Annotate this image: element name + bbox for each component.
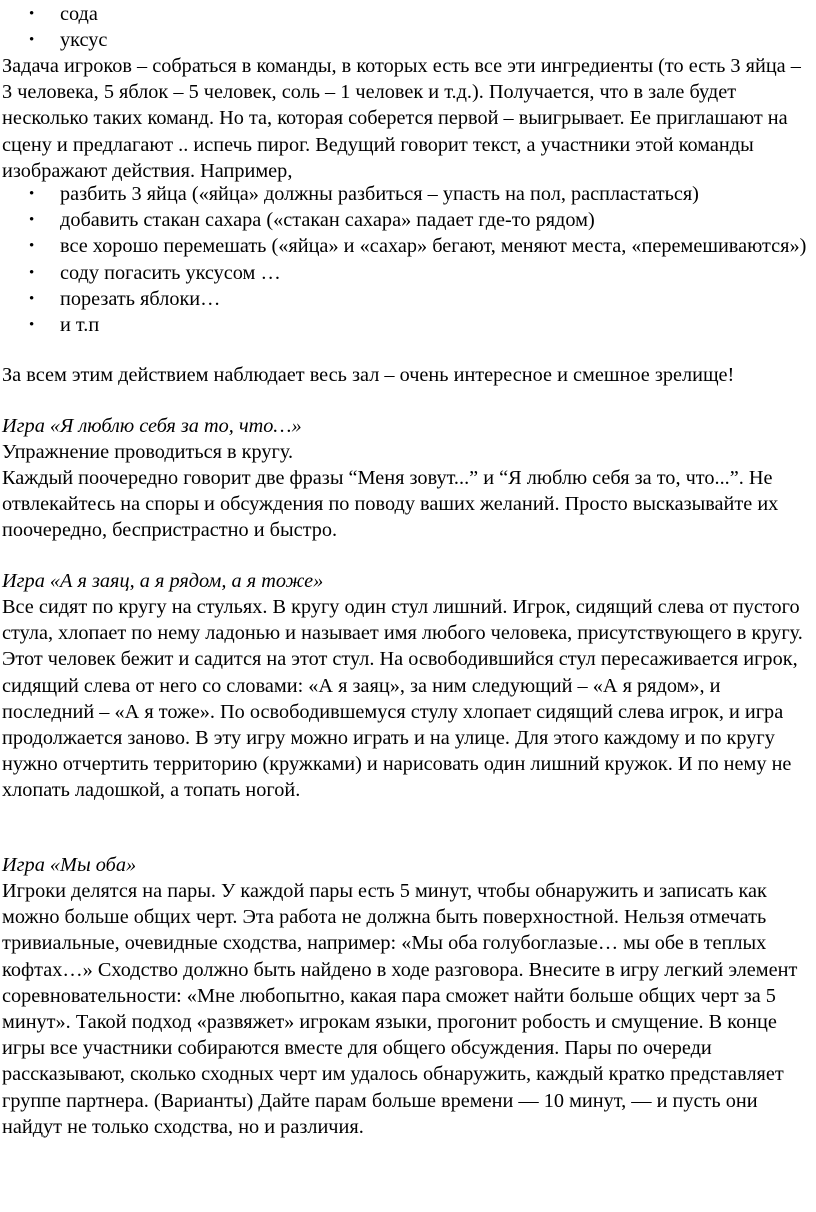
game3-title: Игра «Мы оба» [2, 854, 137, 876]
ingredients-list [2, 1, 814, 53]
list-item: • уксус [2, 27, 814, 53]
list-item: • сода [2, 1, 814, 27]
closing-line: За всем этим действием наблюдает весь зал – очень интересное и смешное зрелище! [2, 364, 735, 386]
list-item: • соду погасить уксусом … [2, 260, 814, 286]
game1-line2: Каждый поочередно говорит две фразы “Меня зовут...” и “Я люблю себя за то, что...”. Не отвлекайтесь на споры и обсуждения по поводу ваших желаний. Просто высказывайте их поочередно, беспристрастно и быстро. [2, 467, 779, 542]
actions-list [2, 181, 814, 338]
game2-text: Все сидят по кругу на стульях. В кругу один стул лишний. Игрок, сидящий слева от пустого стула, хлопает по нему ладонью и называет имя любого человека, присутствующего в кругу. Этот человек бежит и садится на этот стул. На освободившийся стул пересаживается игрок, сидящий слева от него со словами: «А я заяц», за ним следующий – «А я рядом», и последний – «А я тоже». По освободившемуся стулу хлопает сидящий слева игрок, и игра продолжается заново. В эту игру можно играть и на улице. Для этого каждому и по кругу нужно отчертить территорию (кружками) и нарисовать один лишний кружок. И по нему не хлопать ладошкой, а топать ногой. [2, 596, 803, 802]
list-item: • все хорошо перемешать («яйца» и «сахар» бегают, меняют места, «перемешиваются») [2, 233, 814, 259]
game3-text: Игроки делятся на пары. У каждой пары есть 5 минут, чтобы обнаружить и записать как можно больше общих черт. Эта работа не должна быть поверхностной. Нельзя отмечать тривиальные, очевидные сходства, например: «Мы оба голубоглазые… мы обе в теплых кофтах…» Сходство должно быть найдено в ходе разговора. Внесите в игру легкий элемент соревновательности: «Мне любопытно, какая пара сможет найти больше общих черт за 5 минут». Такой подход «развяжет» игрокам языки, прогонит робость и смущение. В конце игры все участники собираются вместе для общего обсуждения. Пары по очереди рассказывают, сколько сходных черт им удалось обнаружить, каждый кратко представляет группе партнера. (Варианты) Дайте парам больше времени — 10 минут, — и пусть они найдут не только сходства, но и различия. [2, 880, 798, 1138]
game1-title: Игра «Я люблю себя за то, что…» [2, 415, 302, 437]
intro-paragraph: Задача игроков – собраться в команды, в которых есть все эти ингредиенты (то есть 3 яйца – 3 человека, 5 яблок – 5 человек, соль – 1 человек и т.д.). Получается, что в зале будет несколько таких команд. Но та, которая соберется первой – выигрывает. Ее приглашают на сцену и предлагают .. испечь пирог. Ведущий говорит текст, а участники этой команды изображают действия. Например, [2, 55, 801, 182]
game2-title: Игра «А я заяц, а я рядом, а я тоже» [2, 570, 324, 592]
list-item: • добавить стакан сахара («стакан сахара» падает где-то рядом) [2, 207, 814, 233]
game1-line1: Упражнение проводиться в кругу. [2, 441, 294, 463]
list-item: • и т.п [2, 312, 814, 338]
list-item: • порезать яблоки… [2, 286, 814, 312]
list-item: • разбить 3 яйца («яйца» должны разбиться – упасть на пол, распластаться) [2, 181, 814, 207]
